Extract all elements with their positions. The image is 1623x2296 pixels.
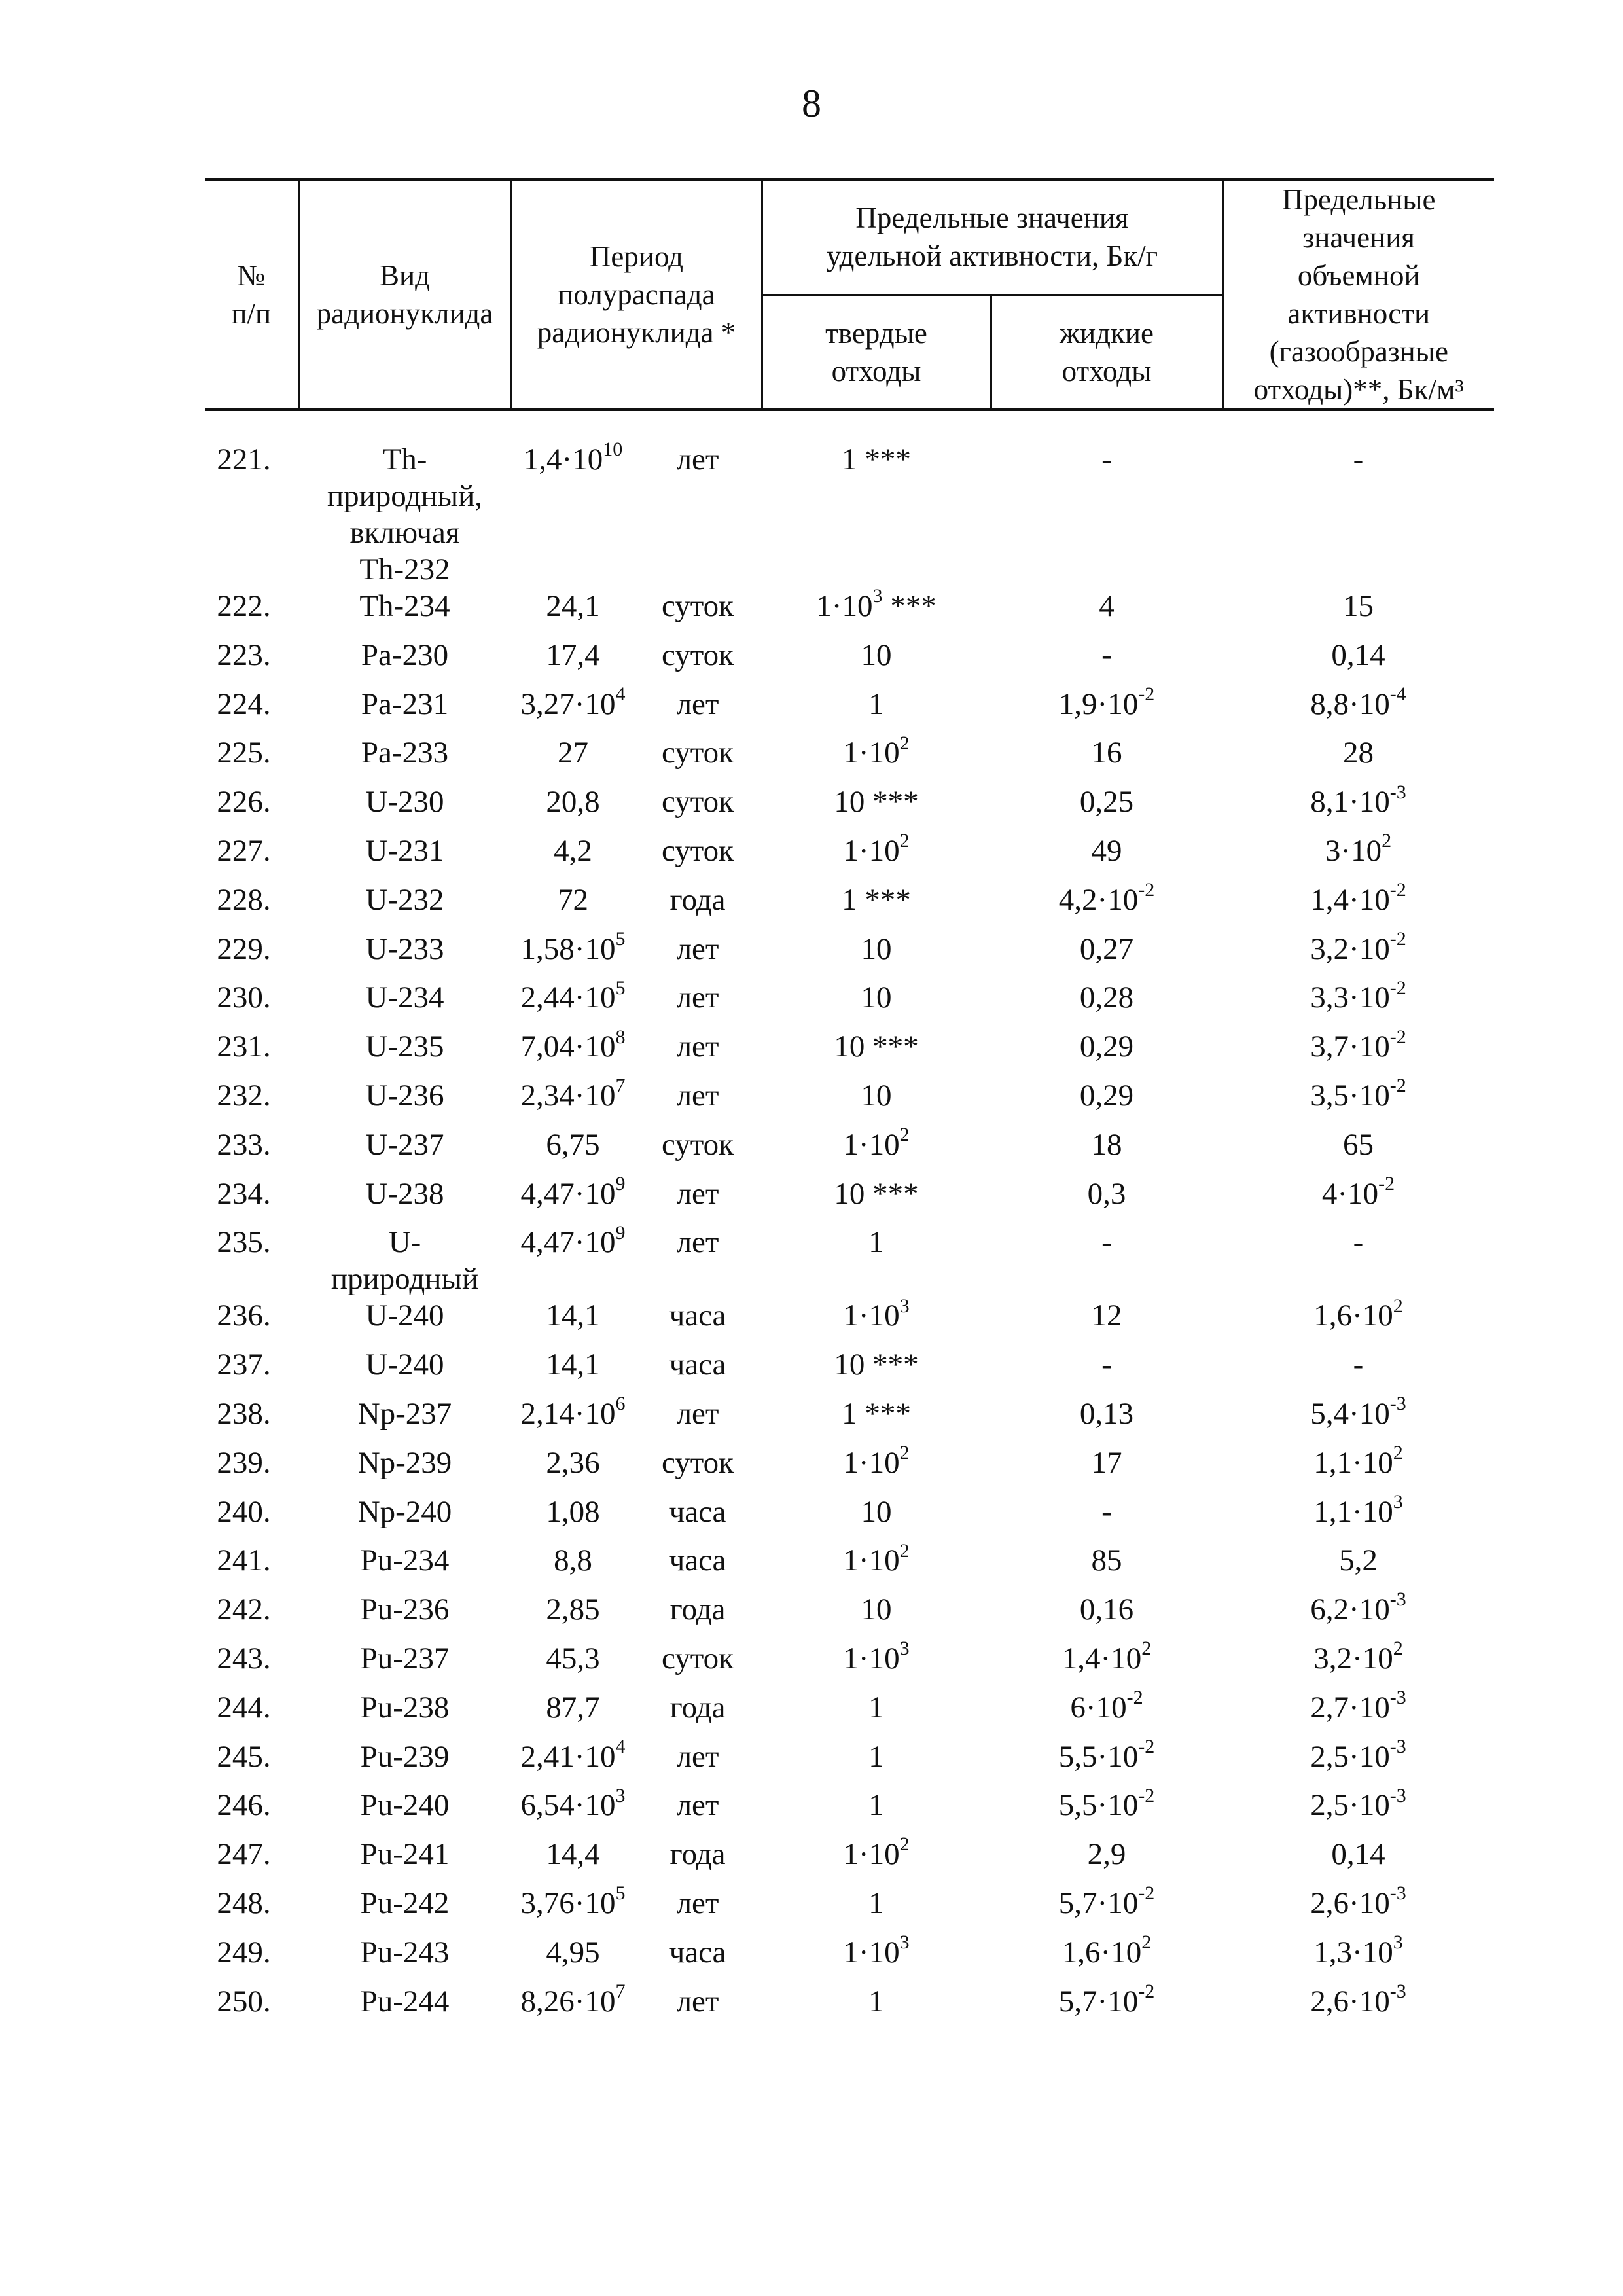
half-life-unit: суток [662, 1127, 734, 1162]
solid-waste-limit: 1 [868, 1984, 884, 2018]
table-row [205, 1983, 1494, 2032]
solid-waste-limit: $1\cdot 10^2$ [843, 1442, 910, 1480]
gas-volumetric-limit: - [1353, 442, 1364, 476]
half-life-value: 2,85 [546, 1592, 600, 1627]
table-row [205, 931, 1494, 980]
half-life-unit: часа [669, 1299, 726, 1333]
liquid-waste-limit: $5,7\cdot 10^{-2}$ [1058, 1882, 1155, 1920]
table-row [205, 783, 1494, 833]
half-life-value: $6,54\cdot 10^3$ [520, 1784, 626, 1823]
half-life-unit: суток [662, 589, 734, 623]
half-life-value: $2,34\cdot 10^7$ [520, 1075, 626, 1113]
row-number: 227. [217, 833, 271, 868]
row-number: 221. [217, 442, 271, 476]
half-life-value: 4,95 [546, 1935, 600, 1969]
nuclide-name: Pu-240 [360, 1788, 450, 1823]
solid-waste-limit: $1\cdot 10^3$ [843, 1931, 910, 1969]
nuclide-name: Th-234 [359, 589, 450, 623]
gas-volumetric-limit: $2,6\cdot 10^{-3}$ [1310, 1980, 1406, 2018]
half-life-unit: лет [676, 1078, 719, 1113]
nuclide-name: Th-природный, включая Th-232 [327, 442, 482, 586]
row-number: 241. [217, 1543, 271, 1578]
solid-waste-limit: 10 [861, 931, 892, 966]
row-number: 222. [217, 589, 271, 623]
row-number: 226. [217, 785, 271, 819]
liquid-waste-limit: 85 [1091, 1543, 1122, 1578]
half-life-value: 8,8 [554, 1543, 592, 1578]
half-life [511, 588, 762, 637]
liquid-waste-limit: $5,7\cdot 10^{-2}$ [1058, 1980, 1155, 2018]
half-life-value: 14,1 [546, 1299, 600, 1333]
nuclide-name: U-236 [365, 1078, 444, 1113]
half-life-value: $1,4\cdot 10^{10}$ [523, 439, 623, 476]
gas-volumetric-limit: $2,7\cdot 10^{-3}$ [1310, 1687, 1406, 1725]
half-life-unit: лет [676, 1396, 719, 1431]
solid-waste-limit: $1\cdot 10^2$ [843, 830, 910, 868]
gas-volumetric-limit: $3,2\cdot 10^2$ [1313, 1638, 1403, 1676]
half-life-unit: часа [669, 1935, 726, 1969]
half-life-unit: лет [676, 1739, 719, 1774]
gas-volumetric-limit: $5,4\cdot 10^{-3}$ [1310, 1393, 1406, 1431]
row-number: 237. [217, 1348, 271, 1382]
half-life [511, 1395, 762, 1444]
table-row [205, 882, 1494, 931]
half-life [511, 1077, 762, 1126]
half-life-unit: суток [662, 1445, 734, 1480]
row-number: 224. [217, 687, 271, 721]
half-life-unit: суток [662, 1641, 734, 1676]
nuclide-name: U-240 [365, 1348, 444, 1382]
solid-waste-limit: 10 [861, 980, 892, 1015]
row-number: 234. [217, 1176, 271, 1211]
half-life-unit: лет [676, 687, 719, 721]
solid-waste-limit: 1 [868, 1739, 884, 1774]
half-life [511, 1346, 762, 1395]
half-life-unit: лет [676, 1788, 719, 1823]
table-row [205, 1077, 1494, 1126]
liquid-waste-limit: $1,6\cdot 10^2$ [1061, 1931, 1152, 1969]
liquid-waste-limit: $1,4\cdot 10^2$ [1061, 1638, 1152, 1676]
nuclide-name: U-233 [365, 931, 444, 966]
half-life [511, 1172, 762, 1225]
nuclide-name: U-235 [365, 1030, 444, 1064]
header-number: № п/п [205, 179, 298, 410]
header-solid-waste: твердые отходы [762, 295, 991, 410]
half-life-unit: года [669, 1592, 726, 1627]
half-life-value: 20,8 [546, 785, 600, 819]
nuclide-name: U-240 [365, 1299, 444, 1333]
radionuclide-table [205, 178, 1494, 2032]
liquid-waste-limit: $6\cdot 10^{-2}$ [1070, 1687, 1143, 1725]
table-row [205, 1934, 1494, 1983]
solid-waste-limit: 1 *** [842, 1396, 911, 1431]
gas-volumetric-limit: $3,3\cdot 10^{-2}$ [1310, 977, 1406, 1015]
half-life [511, 1444, 762, 1494]
solid-waste-limit: 1 [868, 1225, 884, 1260]
row-number: 249. [217, 1935, 271, 1969]
table-row [205, 441, 1494, 588]
nuclide-name: Pu-241 [360, 1837, 450, 1872]
table-row [205, 1175, 1494, 1225]
table-row [205, 1885, 1494, 1934]
liquid-waste-limit: 0,28 [1079, 980, 1134, 1015]
liquid-waste-limit: 4 [1099, 589, 1115, 623]
row-number: 238. [217, 1396, 271, 1431]
nuclide-name: Np-237 [357, 1396, 452, 1431]
nuclide-name: Pu-238 [360, 1690, 450, 1725]
table-row [205, 1297, 1494, 1346]
half-life-unit: лет [676, 1225, 719, 1260]
solid-waste-limit: $1\cdot 10^2$ [843, 1124, 910, 1162]
half-life [511, 734, 762, 783]
half-life [511, 833, 762, 882]
nuclide-name: Pu-242 [360, 1886, 450, 1920]
table-row [205, 1395, 1494, 1444]
row-number: 248. [217, 1886, 271, 1920]
half-life [511, 1028, 762, 1077]
nuclide-name: U-234 [365, 980, 444, 1015]
half-life-unit: года [669, 882, 726, 917]
row-number: 235. [217, 1225, 271, 1260]
half-life [511, 1591, 762, 1640]
header-nuclide: Вид радионуклида [298, 179, 511, 410]
nuclide-name: U-237 [365, 1127, 444, 1162]
half-life-value: $2,41\cdot 10^4$ [520, 1735, 626, 1774]
half-life-value: 4,2 [554, 833, 592, 868]
half-life-unit: суток [662, 785, 734, 819]
gas-volumetric-limit: $2,5\cdot 10^{-3}$ [1310, 1735, 1406, 1774]
gas-volumetric-limit: $3\cdot 10^2$ [1325, 830, 1392, 868]
liquid-waste-limit: 2,9 [1087, 1837, 1126, 1872]
half-life-unit: лет [676, 1030, 719, 1064]
liquid-waste-limit: - [1101, 442, 1112, 476]
gas-volumetric-limit: $8,1\cdot 10^{-3}$ [1310, 781, 1406, 819]
table-row [205, 734, 1494, 783]
row-number: 233. [217, 1127, 271, 1162]
nuclide-name: Pa-231 [361, 687, 449, 721]
solid-waste-limit: 1 [868, 1690, 884, 1725]
liquid-waste-limit: 0,29 [1079, 1078, 1134, 1113]
nuclide-name: Pu-244 [360, 1984, 450, 2018]
half-life-value: 14,4 [546, 1837, 600, 1872]
header-volumetric-activity: Предельные значения объемной активности (газообразные отходы)**, Бк/м³ [1222, 179, 1494, 410]
nuclide-name: U-230 [365, 785, 444, 819]
liquid-waste-limit: 0,16 [1079, 1592, 1134, 1627]
half-life [511, 1784, 762, 1836]
half-life-value: $2,14\cdot 10^6$ [520, 1393, 626, 1431]
half-life-value: 45,3 [546, 1641, 600, 1676]
half-life-value: $4,47\cdot 10^9$ [520, 1221, 626, 1260]
table-row [205, 637, 1494, 686]
half-life-value: $7,04\cdot 10^8$ [520, 1026, 626, 1064]
gas-volumetric-limit: - [1353, 1348, 1364, 1382]
row-number: 239. [217, 1445, 271, 1480]
page-number: 8 [802, 82, 821, 125]
half-life [511, 1297, 762, 1346]
nuclide-name: Np-240 [357, 1494, 452, 1529]
table-row [205, 1542, 1494, 1591]
half-life-unit: лет [676, 931, 719, 966]
nuclide-name: Pu-243 [360, 1935, 450, 1969]
liquid-waste-limit: 49 [1091, 833, 1122, 868]
table-row [205, 588, 1494, 637]
row-number: 245. [217, 1739, 271, 1774]
solid-waste-limit: 10 *** [834, 1176, 919, 1211]
nuclide-name: Pu-234 [360, 1543, 450, 1578]
table-header [205, 179, 1494, 410]
gas-volumetric-limit: $2,5\cdot 10^{-3}$ [1310, 1784, 1406, 1823]
solid-waste-limit: 10 *** [834, 1348, 919, 1382]
table-row [205, 1494, 1494, 1543]
half-life-unit: лет [676, 1176, 719, 1211]
half-life-value: $3,76\cdot 10^5$ [520, 1882, 626, 1920]
table-row [205, 1346, 1494, 1395]
half-life [511, 979, 762, 1028]
header-liquid-waste: жидкие отходы [991, 295, 1222, 410]
nuclide-name: U-238 [365, 1176, 444, 1211]
table-row [205, 1787, 1494, 1836]
liquid-waste-limit: - [1101, 1225, 1112, 1260]
row-number: 231. [217, 1030, 271, 1064]
header-specific-activity: Предельные значения удельной активности, Бк/г [762, 179, 1222, 295]
half-life-unit: года [669, 1690, 726, 1725]
table-row [205, 1224, 1494, 1297]
solid-waste-limit: 1 [868, 1886, 884, 1920]
liquid-waste-limit: - [1101, 637, 1112, 672]
table-body [205, 410, 1494, 2032]
half-life-unit: лет [676, 1886, 719, 1920]
gas-volumetric-limit: 28 [1343, 736, 1374, 770]
gas-volumetric-limit: $1,4\cdot 10^{-2}$ [1310, 879, 1406, 917]
table-row [205, 1591, 1494, 1640]
half-life [511, 927, 762, 980]
nuclide-name: Pu-237 [360, 1641, 450, 1676]
nuclide-name: U-природный [330, 1225, 479, 1297]
half-life-value: 17,4 [546, 637, 600, 672]
gas-volumetric-limit: $3,2\cdot 10^{-2}$ [1310, 927, 1406, 966]
half-life [511, 1640, 762, 1689]
half-life-value: $4,47\cdot 10^9$ [520, 1172, 626, 1211]
liquid-waste-limit: 0,13 [1079, 1396, 1134, 1431]
half-life-value: $2,44\cdot 10^5$ [520, 977, 626, 1015]
gas-volumetric-limit: $1,1\cdot 10^2$ [1313, 1442, 1403, 1480]
solid-waste-limit: $1\cdot 10^2$ [843, 1833, 910, 1872]
liquid-waste-limit: $4,2\cdot 10^{-2}$ [1058, 879, 1155, 917]
half-life [511, 1735, 762, 1787]
solid-waste-limit: 1 *** [842, 882, 911, 917]
liquid-waste-limit: 17 [1091, 1445, 1122, 1480]
half-life [511, 1221, 762, 1297]
solid-waste-limit: 1 [868, 687, 884, 721]
nuclide-name: Pa-233 [361, 736, 449, 770]
half-life [511, 1126, 762, 1175]
gas-volumetric-limit: $6,2\cdot 10^{-3}$ [1310, 1588, 1406, 1627]
row-number: 228. [217, 882, 271, 917]
half-life-value: $1,58\cdot 10^5$ [520, 927, 626, 966]
half-life-unit: часа [669, 1348, 726, 1382]
solid-waste-limit: 10 [861, 1592, 892, 1627]
solid-waste-limit: $1\cdot 10^3$ [843, 1295, 910, 1333]
liquid-waste-limit: 0,25 [1079, 785, 1134, 819]
liquid-waste-limit: $5,5\cdot 10^{-2}$ [1058, 1735, 1155, 1774]
half-life [511, 882, 762, 931]
liquid-waste-limit: $1,9\cdot 10^{-2}$ [1058, 683, 1155, 721]
liquid-waste-limit: 0,3 [1087, 1176, 1126, 1211]
half-life [511, 1980, 762, 2032]
half-life [511, 1689, 762, 1738]
half-life-unit: лет [676, 442, 719, 476]
row-number: 230. [217, 980, 271, 1015]
gas-volumetric-limit: - [1353, 1225, 1364, 1260]
gas-volumetric-limit: $1,1\cdot 10^3$ [1313, 1490, 1403, 1529]
liquid-waste-limit: $5,5\cdot 10^{-2}$ [1058, 1784, 1155, 1823]
table-row [205, 686, 1494, 735]
row-number: 243. [217, 1641, 271, 1676]
half-life-unit: суток [662, 833, 734, 868]
table-row [205, 1028, 1494, 1077]
header-half-life: Период полураспада радионуклида * [511, 179, 762, 410]
table-row [205, 1738, 1494, 1787]
gas-volumetric-limit: $2,6\cdot 10^{-3}$ [1310, 1882, 1406, 1920]
table-row [205, 833, 1494, 882]
nuclide-name: U-231 [365, 833, 444, 868]
half-life-unit: года [669, 1837, 726, 1872]
half-life-unit: лет [676, 1984, 719, 2018]
nuclide-name: U-232 [365, 882, 444, 917]
nuclide-name: Pu-239 [360, 1739, 450, 1774]
row-number: 247. [217, 1837, 271, 1872]
solid-waste-limit: 10 [861, 1078, 892, 1113]
gas-volumetric-limit: $1,6\cdot 10^2$ [1313, 1295, 1403, 1333]
table-row [205, 979, 1494, 1028]
liquid-waste-limit: - [1101, 1348, 1112, 1382]
nuclide-name: Np-239 [357, 1445, 452, 1480]
half-life-unit: суток [662, 637, 734, 672]
liquid-waste-limit: 0,27 [1079, 931, 1134, 966]
row-number: 244. [217, 1690, 271, 1725]
nuclide-name: Pu-236 [360, 1592, 450, 1627]
table-row [205, 1689, 1494, 1738]
half-life-value: 2,36 [546, 1445, 600, 1480]
half-life-unit: часа [669, 1543, 726, 1578]
solid-waste-limit: 10 [861, 1494, 892, 1529]
row-number: 242. [217, 1592, 271, 1627]
table-row [205, 1126, 1494, 1175]
half-life [511, 1882, 762, 1934]
solid-waste-limit: $1\cdot 10^2$ [843, 1539, 910, 1578]
half-life-unit: суток [662, 736, 734, 770]
row-number: 229. [217, 931, 271, 966]
liquid-waste-limit: 12 [1091, 1299, 1122, 1333]
gas-volumetric-limit: 5,2 [1339, 1543, 1378, 1578]
half-life-value: $8,26\cdot 10^7$ [520, 1980, 626, 2018]
half-life-unit: часа [669, 1494, 726, 1529]
row-number: 250. [217, 1984, 271, 2018]
gas-volumetric-limit: 65 [1343, 1127, 1374, 1162]
table-row [205, 1836, 1494, 1885]
row-number: 240. [217, 1494, 271, 1529]
table-row [205, 1444, 1494, 1494]
half-life-value: 24,1 [546, 589, 600, 623]
gas-volumetric-limit: 0,14 [1331, 637, 1385, 672]
liquid-waste-limit: 0,29 [1079, 1030, 1134, 1064]
solid-waste-limit: $1\cdot 10^3$ [843, 1638, 910, 1676]
half-life [511, 1494, 762, 1543]
gas-volumetric-limit: $3,7\cdot 10^{-2}$ [1310, 1026, 1406, 1064]
solid-waste-limit: 10 *** [834, 785, 919, 819]
half-life [511, 441, 762, 588]
gas-volumetric-limit: 0,14 [1331, 1837, 1385, 1872]
half-life-value: 1,08 [546, 1494, 600, 1529]
nuclide-name: Pa-230 [361, 637, 449, 672]
liquid-waste-limit: 18 [1091, 1127, 1122, 1162]
solid-waste-limit: 1 *** [842, 442, 911, 476]
liquid-waste-limit: - [1101, 1494, 1112, 1529]
row-number: 246. [217, 1788, 271, 1823]
solid-waste-limit: 10 [861, 637, 892, 672]
half-life [511, 783, 762, 833]
half-life-value: 87,7 [546, 1690, 600, 1725]
row-number: 236. [217, 1299, 271, 1333]
solid-waste-limit: 1 [868, 1788, 884, 1823]
gas-volumetric-limit: $3,5\cdot 10^{-2}$ [1310, 1075, 1406, 1113]
half-life [511, 1836, 762, 1885]
half-life-value: 6,75 [546, 1127, 600, 1162]
half-life-value: 14,1 [546, 1348, 600, 1382]
half-life-value: 72 [558, 882, 588, 917]
solid-waste-limit: $1\cdot 10^2$ [843, 732, 910, 770]
row-number: 232. [217, 1078, 271, 1113]
liquid-waste-limit: 16 [1091, 736, 1122, 770]
gas-volumetric-limit: $4\cdot 10^{-2}$ [1321, 1172, 1395, 1211]
solid-waste-limit: 10 *** [834, 1030, 919, 1064]
gas-volumetric-limit: $1,3\cdot 10^3$ [1313, 1931, 1403, 1969]
half-life-unit: лет [676, 980, 719, 1015]
half-life [511, 1934, 762, 1983]
solid-waste-limit: $1\cdot 10^3$ *** [816, 585, 936, 623]
half-life [511, 683, 762, 735]
half-life [511, 637, 762, 686]
table-row [205, 1640, 1494, 1689]
half-life-value: $3,27\cdot 10^4$ [520, 683, 626, 721]
half-life [511, 1542, 762, 1591]
gas-volumetric-limit: 15 [1343, 589, 1374, 623]
half-life-value: 27 [558, 736, 588, 770]
row-number: 225. [217, 736, 271, 770]
row-number: 223. [217, 637, 271, 672]
gas-volumetric-limit: $8,8\cdot 10^{-4}$ [1310, 683, 1406, 721]
